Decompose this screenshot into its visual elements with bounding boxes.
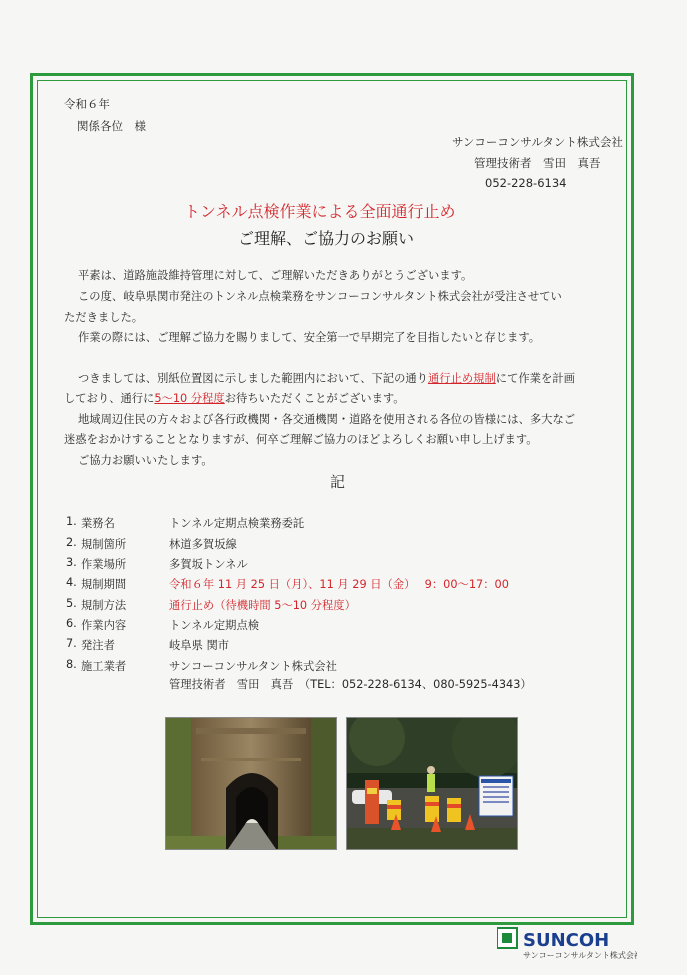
item-number: 2.	[66, 536, 77, 549]
recipient: 関係各位 様	[77, 119, 146, 133]
item-number: 5.	[66, 597, 77, 610]
suncoh-logo	[497, 925, 637, 965]
phone-number: 052-228-6134	[485, 176, 567, 190]
paragraph-2-line-2: ただきました。	[64, 311, 144, 324]
manager-name: 管理技術者 雪田 真吾	[474, 156, 601, 170]
closure-regulation-highlight: 通行止め規制	[427, 372, 496, 385]
road-closure-photo	[346, 717, 518, 850]
item-label: 規制箇所	[81, 538, 127, 551]
date: 令和６年	[64, 97, 110, 111]
item-number: 3.	[66, 556, 77, 569]
wait-time-highlight: 5～10 分程度	[154, 392, 225, 405]
item-value: 岐阜県 関市	[169, 639, 230, 652]
paragraph-4-line-2: しており、通行に5～10 分程度お待ちいただくことがございます。	[64, 392, 405, 405]
paragraph-1: 平素は、道路施設維持管理に対して、ご理解いただきありがとうございます。	[78, 269, 473, 282]
item-label: 施工業者	[81, 660, 127, 673]
company-name: サンコーコンサルタント株式会社	[452, 135, 623, 149]
paragraph-5-line-1: 地域周辺住民の方々および各行政機関・各交通機関・道路を使用される各位の皆様には、多大なご	[78, 413, 576, 426]
item-number: 8.	[66, 658, 77, 671]
item-value: 通行止め（待機時間 5～10 分程度）	[169, 599, 356, 612]
svg-text:サンコーコンサルタント株式会社: サンコーコンサルタント株式会社	[523, 951, 637, 960]
paragraph-2-line-1: この度、岐阜県関市発注のトンネル点検業務をサンコーコンサルタント株式会社が受注させてい	[78, 290, 562, 303]
item-value: 林道多賀坂線	[169, 538, 237, 551]
item-value: トンネル定期点検	[169, 619, 260, 632]
item-label: 業務名	[81, 517, 115, 530]
paragraph-6: ご協力お願いいたします。	[78, 454, 213, 467]
item-value: トンネル定期点検業務委託	[169, 517, 305, 530]
title-main: トンネル点検作業による全面通行止め	[184, 202, 456, 221]
item-label: 発注者	[81, 639, 115, 652]
svg-text:SUNCOH: SUNCOH	[523, 930, 610, 951]
contractor-detail: 管理技術者 雪田 真吾 （TEL：052-228-6134、080-5925-4343）	[169, 678, 532, 691]
item-number: 7.	[66, 637, 77, 650]
item-number: 6.	[66, 617, 77, 630]
paragraph-4-line-1: つきましては、別紙位置図に示しました範囲内において、下記の通り通行止め規制にて作業を計画	[78, 372, 575, 385]
ki-heading: 記	[330, 473, 346, 491]
item-number: 4.	[66, 576, 77, 589]
item-value: 令和６年 11 月 25 日（月）、11 月 29 日（金） 9：00～17：00	[169, 578, 509, 591]
item-label: 規制期間	[81, 578, 127, 591]
item-value: サンコーコンサルタント株式会社	[169, 660, 337, 673]
tunnel-portal-photo	[165, 717, 337, 850]
paragraph-5-line-2: 迷惑をおかけすることとなりますが、何卒ご理解ご協力のほどよろしくお願い申し上げます。	[64, 433, 538, 446]
item-number: 1.	[66, 515, 77, 528]
item-label: 規制方法	[81, 599, 127, 612]
title-sub: ご理解、ご協力のお願い	[238, 229, 415, 248]
paragraph-3: 作業の際には、ご理解ご協力を賜りまして、安全第一で早期完了を目指したいと存じます。	[78, 331, 541, 344]
item-label: 作業場所	[81, 558, 127, 571]
item-value: 多賀坂トンネル	[169, 558, 248, 571]
item-label: 作業内容	[81, 619, 127, 632]
